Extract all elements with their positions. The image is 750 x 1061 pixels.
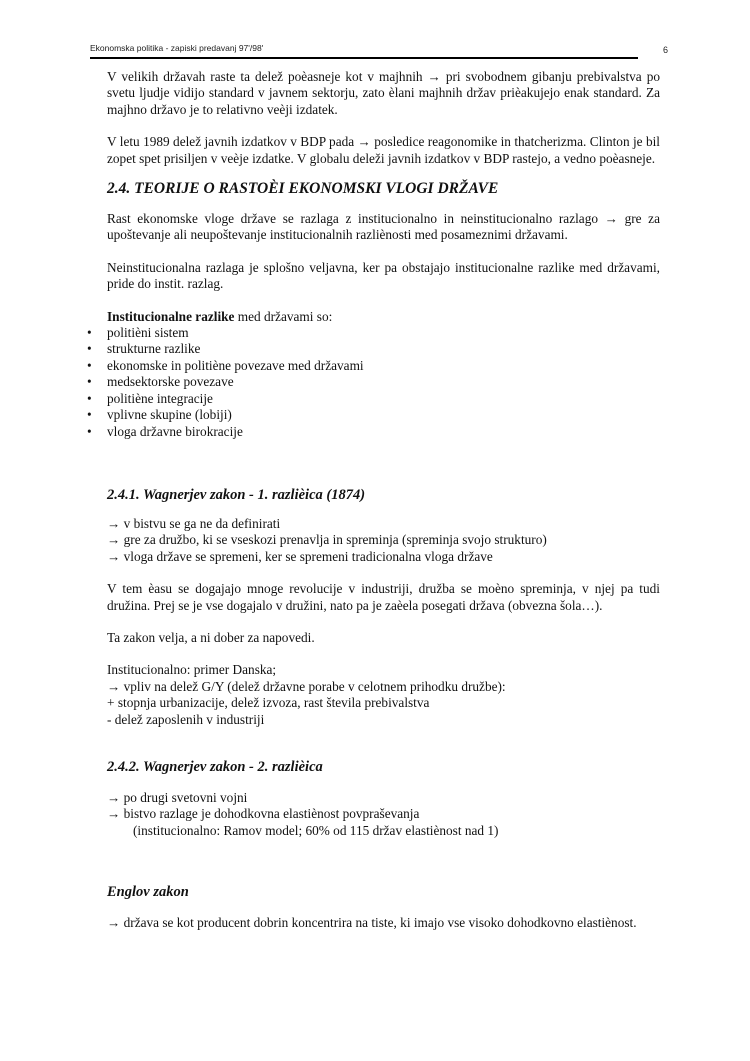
list-item bbox=[87, 390, 660, 407]
list-item-text: medsektorske povezave bbox=[107, 374, 234, 390]
text-line: Institucionalno: primer Danska; bbox=[107, 662, 277, 678]
subsection-heading: 2.4.1. Wagnerjev zakon - 1. razlièica (1874) bbox=[107, 486, 366, 503]
text-line: + stopnja urbanizacije, delež izvoza, rast števila prebivalstva bbox=[107, 695, 430, 711]
list-item bbox=[87, 423, 660, 440]
bullet-icon: • bbox=[87, 423, 92, 439]
bullet-icon: • bbox=[87, 374, 92, 390]
header-divider bbox=[90, 57, 638, 59]
section-heading: 2.4. TEORIJE O RASTOÈI EKONOMSKI VLOGI DRŽAVE bbox=[107, 180, 499, 198]
page-header bbox=[90, 43, 668, 57]
arrow-line: → gre za družbo, ki se vseskozi prenavlja in spreminja (spreminja svojo strukturo) bbox=[107, 532, 547, 548]
arrow-line: → bistvo razlage je dohodkovna elastiènost povpraševanja bbox=[107, 806, 420, 822]
paragraph: V tem èasu se dogajajo mnoge revolucije v industriji, družba se moèno spreminja, v njej pa tudi družina. Prej se je vse dogajalo v družini, nato pa je zaèela posegati država (obvezna šola…). bbox=[107, 581, 660, 613]
header-title: Ekonomska politika - zapiski predavanj 97'/98' bbox=[90, 43, 264, 53]
bullet-icon: • bbox=[87, 325, 92, 341]
list-item-text: ekonomske in politiène povezave med državami bbox=[107, 357, 364, 373]
indented-line: (institucionalno: Ramov model; 60% od 115 držav elastiènost nad 1) bbox=[133, 822, 499, 838]
page-number: 6 bbox=[662, 45, 668, 55]
list-item-text: politièni sistem bbox=[107, 325, 189, 341]
document-body bbox=[87, 69, 660, 932]
list-item-text: politiène integracije bbox=[107, 390, 213, 406]
arrow-line: → vloga države se spremeni, ker se spremeni tradicionalna vloga države bbox=[107, 548, 493, 564]
arrow-line: → po drugi svetovni vojni bbox=[107, 789, 248, 805]
bullet-icon: • bbox=[87, 341, 92, 357]
list-item-text: vloga državne birokracije bbox=[107, 423, 243, 439]
bullet-icon: • bbox=[87, 407, 92, 423]
list-item bbox=[87, 374, 660, 390]
bullet-list bbox=[87, 325, 660, 440]
paragraph: Ta zakon velja, a ni dober za napovedi. bbox=[107, 629, 315, 645]
text-line: → vpliv na delež G/Y (delež državne porabe v celotnem prihodku družbe): bbox=[107, 678, 506, 694]
list-item bbox=[87, 325, 660, 341]
list-intro-rest: med državami so: bbox=[234, 308, 333, 324]
list-item bbox=[87, 341, 660, 357]
paragraph: Rast ekonomske vloge države se razlaga z institucionalno in neinstitucionalno razlago → gre za upoštevanje ali neupoštevanje institucionalnih razliènosti med posameznimi državami. bbox=[107, 211, 660, 243]
list-item-text: strukturne razlike bbox=[107, 341, 201, 357]
paragraph: Neinstitucionalna razlaga je splošno veljavna, ker pa obstajajo institucionalne razlike med državami, pride do instit. razlag. bbox=[107, 259, 660, 292]
bullet-icon: • bbox=[87, 390, 92, 406]
list-intro bbox=[107, 309, 660, 325]
bullet-icon: • bbox=[87, 357, 92, 373]
text-line: - delež zaposlenih v industriji bbox=[107, 711, 265, 727]
subsection-heading: Englov zakon bbox=[107, 884, 189, 901]
arrow-line: → v bistvu se ga ne da definirati bbox=[107, 515, 281, 531]
subsection-heading: 2.4.2. Wagnerjev zakon - 2. razlièica bbox=[107, 758, 323, 775]
list-item bbox=[87, 407, 660, 423]
paragraph: → država se kot producent dobrin koncentrira na tiste, ki imajo vse visoko dohodkovno elastiènost. bbox=[107, 915, 637, 931]
paragraph: V velikih državah raste ta delež poèasneje kot v majhnih → pri svobodnem gibanju prebivalstva po svetu ljudje vidijo standard v javnem sektorju, zato èlani majhnih držav prièakujejo enak standard. Za majhno državo je to relativno veèji izdatek. bbox=[107, 69, 660, 117]
list-item bbox=[87, 357, 660, 374]
paragraph: V letu 1989 delež javnih izdatkov v BDP pada → posledice reagonomike in thatcherizma. Clinton je bil zopet spet prisiljen v veèje izdatke. V globalu deleži javnih izdatkov v BDP rastejo, a vedno poèasneje. bbox=[107, 134, 660, 166]
list-item-text: vplivne skupine (lobiji) bbox=[107, 407, 232, 423]
list-intro-bold: Institucionalne razlike bbox=[107, 308, 235, 324]
